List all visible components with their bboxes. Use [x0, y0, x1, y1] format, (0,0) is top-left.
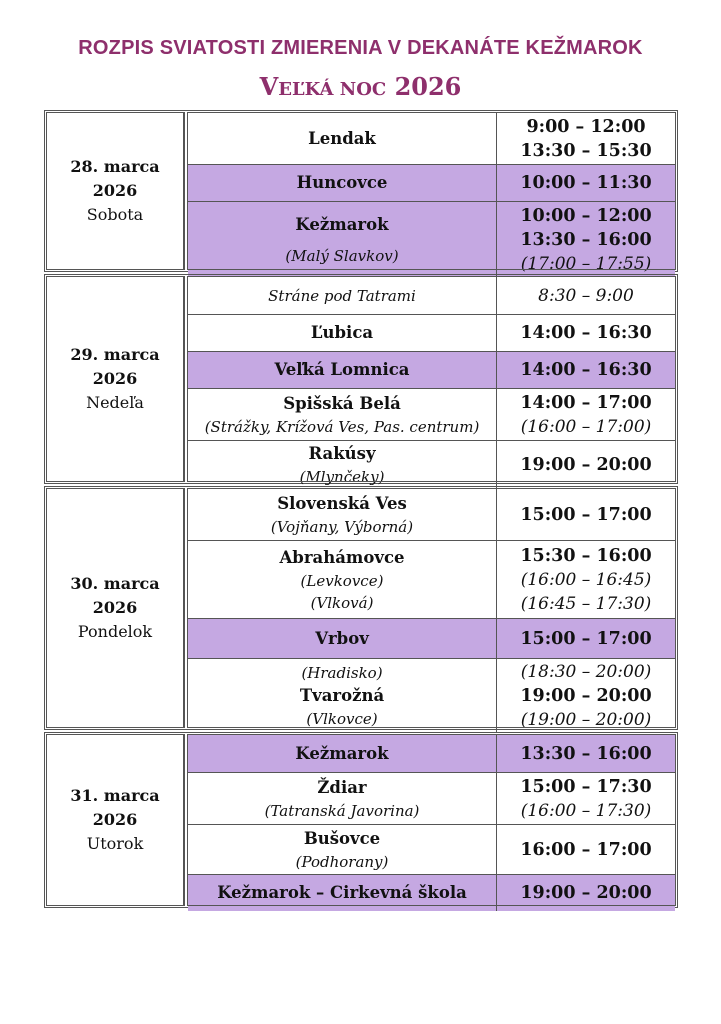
location-cell	[188, 113, 497, 164]
time-cell	[497, 875, 675, 911]
table-row	[188, 735, 675, 773]
location-note: (Levkovce)	[300, 571, 384, 590]
day-date: 29. marca	[70, 345, 160, 364]
location-note: (Podhorany)	[295, 852, 389, 871]
location-name: Slovenská Ves	[277, 493, 407, 513]
location-rows	[188, 735, 675, 905]
page-subtitle	[0, 72, 721, 101]
table-row	[188, 489, 675, 541]
table-row	[188, 825, 675, 875]
location-name: Rakúsy	[308, 444, 376, 463]
time-cell	[497, 113, 675, 164]
day-block	[44, 732, 678, 908]
table-row	[188, 315, 675, 352]
time-range: 19:00 – 20:00	[520, 686, 652, 706]
location-name: Kežmarok	[295, 214, 389, 234]
table-row	[188, 541, 675, 619]
subtitle-year: 2026	[394, 72, 462, 101]
table-row	[188, 202, 675, 277]
location-name: Kežmarok	[295, 743, 389, 763]
location-note: (Strážky, Krížová Ves, Pas. centrum)	[204, 417, 480, 436]
time-cell	[497, 619, 675, 658]
location-cell	[188, 735, 497, 772]
table-row	[188, 773, 675, 825]
time-range-note: (16:45 – 17:30)	[520, 593, 652, 614]
location-name: Veľká Lomnica	[274, 360, 410, 379]
time-range: 19:00 – 20:00	[520, 455, 652, 475]
location-name: Ľubica	[310, 323, 374, 342]
table-row	[188, 389, 675, 441]
page-title: ROZPIS SVIATOSTI ZMIERENIA V DEKANÁTE KEŽMAROK	[78, 37, 643, 59]
location-note: (Hradisko)	[301, 664, 383, 682]
day-date: 30. marca	[70, 574, 160, 593]
location-name: Ždiar	[317, 777, 367, 797]
day-block	[44, 486, 678, 730]
location-cell	[188, 315, 497, 351]
table-row	[188, 875, 675, 911]
date-cell	[47, 735, 184, 905]
time-cell	[497, 773, 675, 824]
time-range: 15:00 – 17:00	[520, 628, 652, 649]
time-range: 13:30 – 16:00	[520, 743, 652, 764]
location-cell	[188, 489, 497, 540]
time-range-note: (19:00 – 20:00)	[520, 710, 652, 730]
table-row	[188, 113, 675, 165]
day-weekday: Pondelok	[77, 622, 153, 641]
location-note: (Vojňany, Výborná)	[270, 517, 414, 536]
time-range: 15:00 – 17:00	[520, 504, 652, 525]
day-weekday: Nedeľa	[86, 393, 144, 412]
time-cell	[497, 541, 675, 618]
time-cell	[497, 352, 675, 388]
time-cell	[497, 489, 675, 540]
table-row	[188, 619, 675, 659]
location-name: Tvarožná	[299, 686, 385, 705]
location-note: (Vlkovce)	[306, 710, 378, 728]
day-block	[44, 274, 678, 484]
subtitle-initial: V	[259, 72, 279, 101]
table-row	[188, 165, 675, 202]
day-year: 2026	[92, 810, 138, 829]
date-cell	[47, 489, 184, 727]
location-name: Huncovce	[296, 173, 388, 192]
day-block	[44, 110, 678, 272]
location-name: Spišská Belá	[283, 393, 401, 413]
location-name: Vrbov	[315, 628, 369, 648]
location-rows	[188, 489, 675, 730]
location-note: (Vlková)	[310, 593, 374, 612]
time-cell	[497, 202, 675, 277]
location-cell	[188, 277, 497, 314]
location-note: (Mlynčeky)	[299, 468, 385, 486]
location-cell	[188, 875, 497, 911]
location-cell	[188, 825, 497, 874]
location-cell	[188, 619, 497, 658]
day-weekday: Utorok	[86, 834, 144, 853]
table-row	[188, 441, 675, 489]
location-cell	[188, 389, 497, 440]
time-range-note: (16:00 – 17:30)	[520, 800, 652, 821]
time-range: 19:00 – 20:00	[520, 883, 652, 903]
table-row	[188, 659, 675, 733]
day-year: 2026	[92, 181, 138, 200]
location-name: Lendak	[308, 128, 376, 148]
time-range: 14:00 – 16:30	[520, 323, 652, 343]
day-date: 31. marca	[70, 786, 160, 805]
table-row	[188, 277, 675, 315]
time-cell	[497, 441, 675, 489]
date-cell	[47, 277, 184, 481]
time-range: 14:00 – 17:00	[520, 392, 652, 413]
location-note: Stráne pod Tatrami	[268, 286, 416, 305]
time-range: 13:30 – 16:00	[520, 229, 652, 250]
day-weekday: Sobota	[86, 205, 144, 224]
location-name: Bušovce	[303, 828, 381, 848]
time-range: 13:30 – 15:30	[520, 140, 652, 161]
time-cell	[497, 659, 675, 733]
time-cell	[497, 165, 675, 201]
location-cell	[188, 659, 497, 733]
time-cell	[497, 735, 675, 772]
time-range-note: (16:00 – 16:45)	[520, 569, 652, 590]
time-range-note: (18:30 – 20:00)	[520, 662, 652, 682]
time-range: 15:00 – 17:30	[520, 776, 652, 797]
location-rows	[188, 277, 675, 486]
time-cell	[497, 277, 675, 314]
location-note: (Tatranská Javorina)	[264, 801, 420, 820]
time-range: 16:00 – 17:00	[520, 839, 652, 860]
time-range: 10:00 – 12:00	[520, 205, 652, 226]
table-row	[188, 352, 675, 389]
location-name: Kežmarok – Cirkevná škola	[217, 883, 467, 902]
location-cell	[188, 352, 497, 388]
subtitle-smallcaps: EĽKÁ NOC	[278, 79, 387, 100]
location-cell	[188, 441, 497, 489]
location-cell	[188, 773, 497, 824]
day-year: 2026	[92, 369, 138, 388]
day-year: 2026	[92, 598, 138, 617]
time-cell	[497, 825, 675, 874]
time-range: 14:00 – 16:30	[520, 360, 652, 380]
time-cell	[497, 389, 675, 440]
time-range: 10:00 – 11:30	[520, 173, 652, 193]
location-name: Abrahámovce	[279, 547, 405, 567]
day-date: 28. marca	[70, 157, 160, 176]
location-cell	[188, 202, 497, 277]
location-cell	[188, 541, 497, 618]
time-range-note: 8:30 – 9:00	[538, 285, 634, 306]
location-rows	[188, 113, 675, 274]
time-range: 9:00 – 12:00	[526, 116, 646, 137]
location-cell	[188, 165, 497, 201]
time-cell	[497, 315, 675, 351]
date-cell	[47, 113, 184, 269]
time-range: 15:30 – 16:00	[520, 545, 652, 566]
schedule-table	[44, 110, 678, 910]
time-range-note: (16:00 – 17:00)	[520, 416, 652, 437]
time-range-note: (17:00 – 17:55)	[520, 253, 652, 274]
location-note: (Malý Slavkov)	[285, 246, 399, 265]
